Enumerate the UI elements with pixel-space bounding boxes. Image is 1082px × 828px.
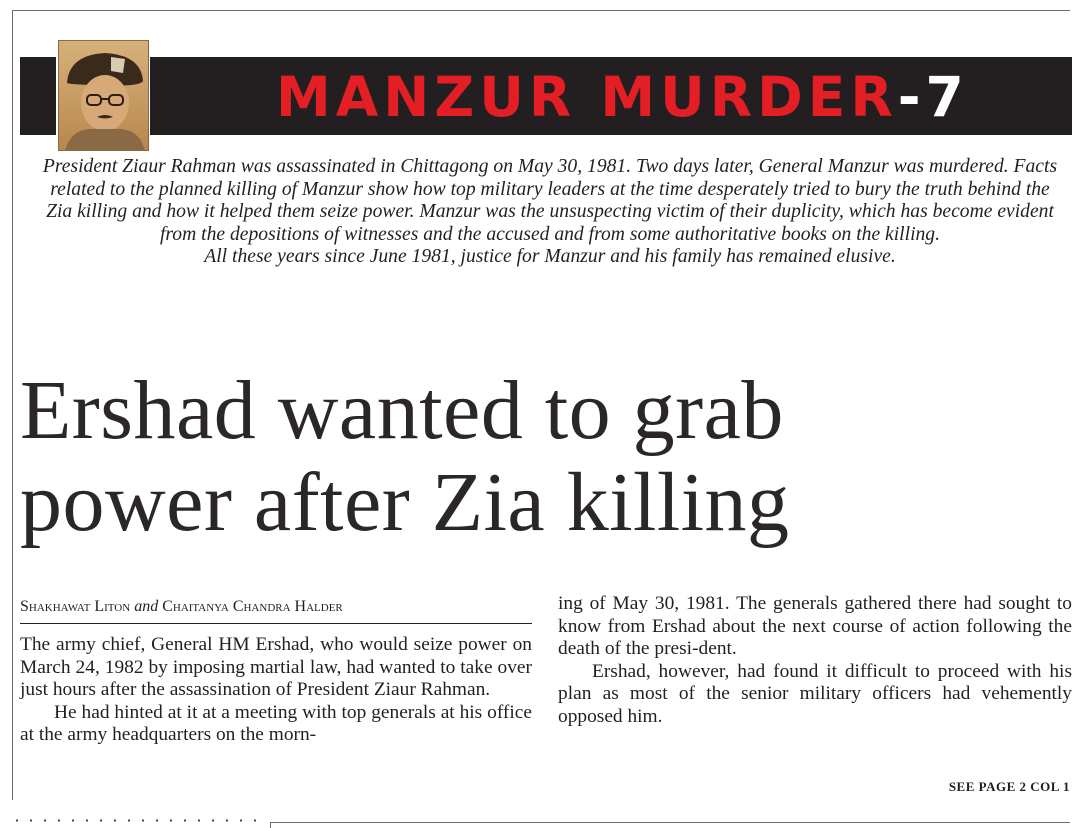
uniform-shape xyxy=(65,129,145,151)
byline xyxy=(20,597,532,617)
bottom-rule-corner xyxy=(270,822,271,828)
headline-line-2: power after Zia killing xyxy=(20,456,790,549)
bottom-rule xyxy=(270,822,1070,823)
col2-paragraph-2: Ershad, however, had found it difficult to proceed with his plan as most of the senior military officers had vehemently opposed him. xyxy=(558,660,1072,727)
portrait-illustration xyxy=(59,41,149,151)
article-headline xyxy=(20,365,1070,549)
col1-paragraph-2: He had hinted at it at a meeting with top generals at his office at the army headquarters on the morn- xyxy=(20,701,532,745)
dotted-rule xyxy=(10,819,260,822)
headline-line-1: Ershad wanted to grab xyxy=(20,364,784,457)
intro-blurb xyxy=(40,156,1060,269)
col1-paragraph-1: The army chief, General HM Ershad, who would seize power on March 24, 1982 by imposing martial law, had wanted to take over just hours after the assassination of President Ziaur Rahman. xyxy=(20,634,532,700)
intro-paragraph: President Ziaur Rahman was assassinated in Chittagong on May 30, 1981. Two days later, General Manzur was murdered. Facts related to the planned killing of Manzur show how top military leaders at the time desperately tried to bury the truth behind the Zia killing and how it helped them seize power. Manzur was the unsuspecting victim of their duplicity, which has become evident from the depositions of witnesses and the accused and from some authoritative books on the killing. xyxy=(42,156,1058,245)
col2-paragraph-1: ing of May 30, 1981. The generals gathered there had sought to know from Ershad about the next course of action following the death of the presi-dent. xyxy=(558,593,1072,659)
frame-top-rule xyxy=(12,10,1070,11)
article-column-2 xyxy=(558,593,1072,728)
intro-closing: All these years since June 1981, justice for Manzur and his family has remained elusive. xyxy=(204,246,896,267)
series-title xyxy=(276,62,969,132)
byline-conjunction: and xyxy=(134,598,159,615)
byline-author-1: Shakhawat Liton xyxy=(20,598,131,615)
frame-left-rule xyxy=(12,10,13,800)
byline-author-2: Chaitanya Chandra Halder xyxy=(162,598,343,615)
beret-badge xyxy=(111,57,125,73)
byline-rule xyxy=(20,623,532,624)
series-title-main: MANZUR MURDER xyxy=(276,65,898,129)
portrait-photo xyxy=(58,40,149,151)
article-column-1 xyxy=(20,634,532,747)
continuation-note[interactable]: SEE PAGE 2 COL 1 xyxy=(948,779,1070,794)
series-title-number: -7 xyxy=(897,65,969,129)
